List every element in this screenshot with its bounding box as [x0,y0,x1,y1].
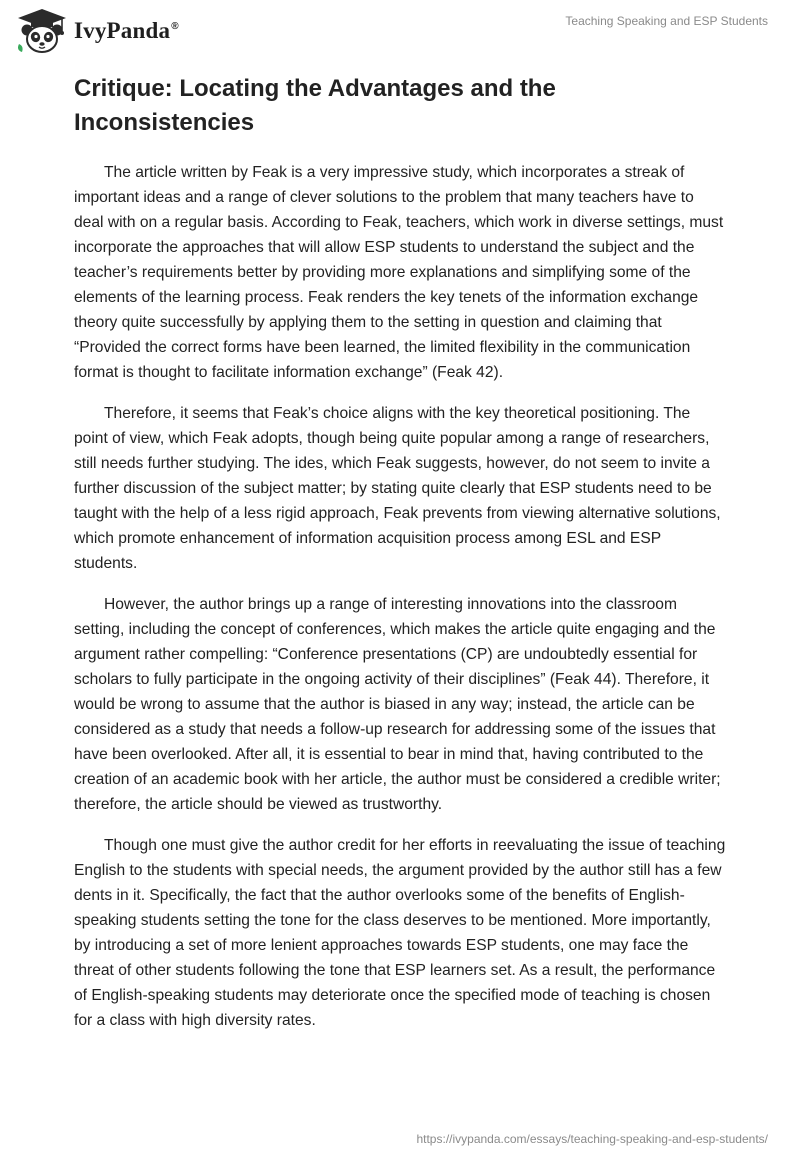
brand-name: IvyPanda® [74,18,179,43]
source-url[interactable]: https://ivypanda.com/essays/teaching-speaking-and-esp-students/ [416,1132,768,1146]
paragraph-3: However, the author brings up a range of interesting innovations into the classroom setting, including the concept of conferences, which makes the article quite engaging and the argument rather compelling: “Conference presentations (CP) are undoubtedly essential for scholars to fully participate in the ongoing activity of their disciplines” (Feak 44). Therefore, it would be wrong to assume that the author is biased in any way; instead, the article can be considered as a study that needs a follow-up research for addressing some of the issues that have been overlooked. After all, it is essential to bear in mind that, having contributed to the creation of an academic book with her article, the author must be considered a credible writer; therefore, the article should be viewed as trustworthy. [74,596,721,813]
paragraph-1: The article written by Feak is a very impressive study, which incorporates a streak of important ideas and a range of clever solutions to the problem that many teachers have to deal with on a regular basis. According to Feak, teachers, which work in diverse settings, must incorporate the approaches that will allow ESP students to understand the subject and the teacher’s requirements better by providing more explanations and simplifying some of the elements of the learning process. Feak renders the key tenets of the information exchange theory quite successfully by applying them to the setting in question and claiming that “Provided the correct forms have been learned, the limited flexibility in the communication format is thought to facilitate information exchange” (Feak 42). [74,164,724,381]
page-header [0,0,800,60]
document-title-label: Teaching Speaking and ESP Students [565,14,768,28]
article-body [74,72,726,1049]
paragraph-4: Though one must give the author credit for her efforts in reevaluating the issue of teaching English to the students with special needs, the argument provided by the author still has a few dents in it. Specifically, the fact that the author overlooks some of the benefits of English-speaking students setting the tone for the class deserves to be mentioned. More importantly, by introducing a set of more lenient approaches towards ESP students, one may face the threat of other students following the tone that ESP learners set. As a result, the performance of English-speaking students may deteriorate once the specified mode of teaching is chosen for a class with high diversity rates. [74,837,726,1029]
paragraph-2: Therefore, it seems that Feak’s choice aligns with the key theoretical positioning. The point of view, which Feak adopts, though being quite popular among a range of researchers, still needs further studying. The ides, which Feak suggests, however, do not seem to invite a further discussion of the subject matter; by stating quite clearly that ESP students need to be taught with the help of a less rigid approach, Feak prevents from viewing alternative solutions, which promote enhancement of information acquisition process among ESL and ESP students. [74,405,721,572]
brand-logo[interactable] [14,8,179,54]
panda-graduate-icon [14,8,70,54]
registered-mark: ® [171,21,179,33]
section-heading: Critique: Locating the Advantages and the Inconsistencies [74,75,556,136]
